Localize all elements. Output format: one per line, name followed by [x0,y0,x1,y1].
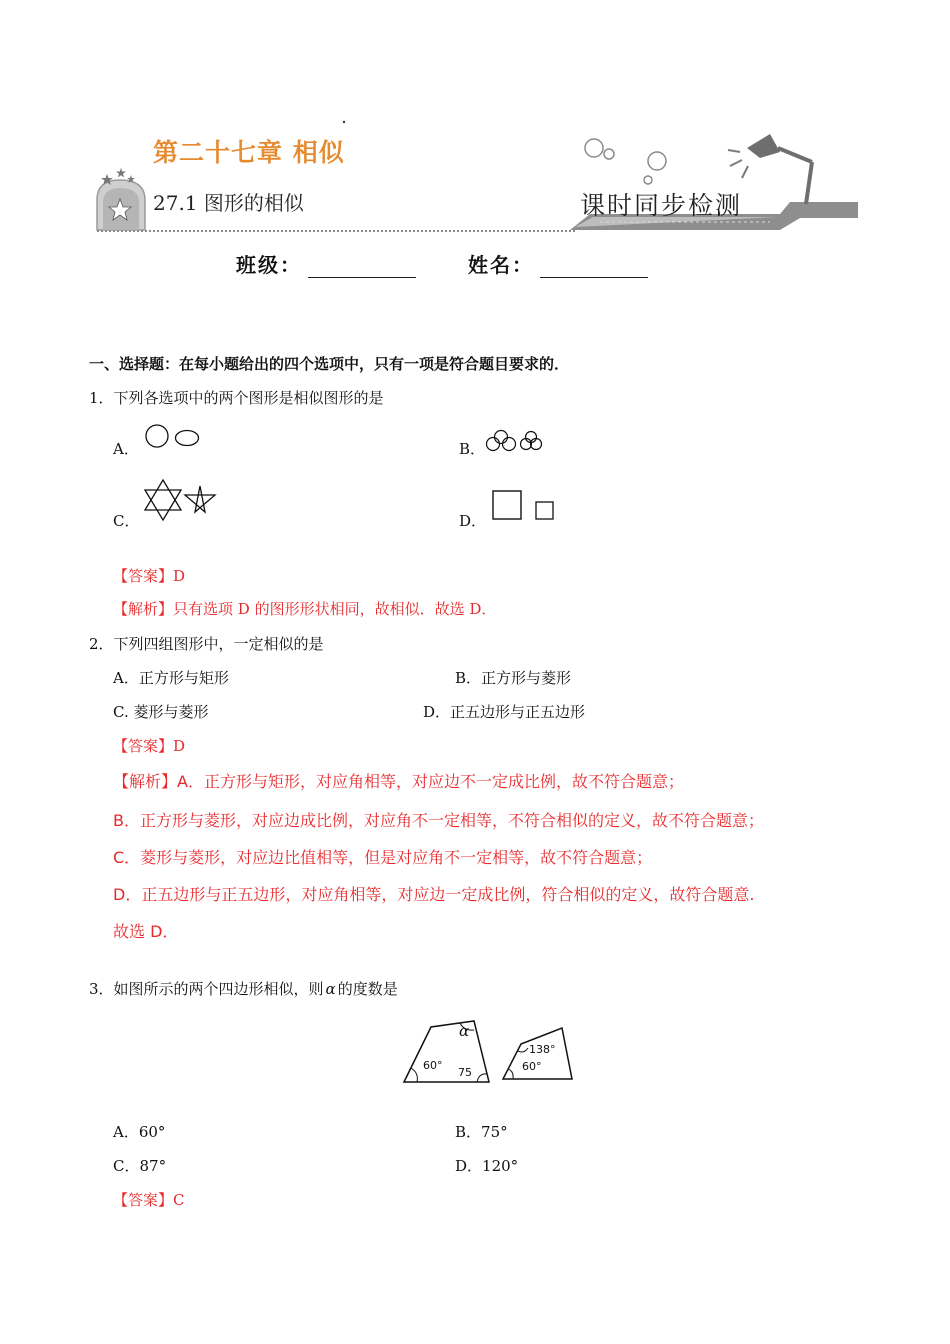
q2-option-d: D．正五边形与正五边形 [423,703,586,721]
q2-analysis-line: 【解析】A．正方形与矩形，对应角相等，对应边不一定成比例，故不符合题意； [113,772,684,791]
name-label: 姓名： [468,253,534,277]
q1-stem: 1．下列各选项中的两个图形是相似图形的是 [89,389,384,407]
q2-option-c: C. 菱形与菱形 [113,703,209,721]
q3-figure-label: 75 [458,1066,472,1079]
header-decoration [0,0,950,240]
q1-option-a-figure [143,422,203,452]
q3-option-a: A．60° [113,1123,166,1141]
q1-option-b-label: B． [459,440,486,458]
q1-option-b-figure [484,428,544,454]
q1-answer: 【答案】D [113,567,186,585]
q1-option-d-label: D． [459,512,487,530]
section-heading: 一、选择题：在每小题给出的四个选项中，只有一项是符合题目要求的． [89,355,570,373]
q1-option-a-label: A． [113,440,139,458]
name-blank[interactable] [540,257,648,278]
q3-figure-label: 60° [522,1060,542,1073]
q2-stem: 2．下列四组图形中，一定相似的是 [89,635,324,653]
class-blank[interactable] [308,257,416,278]
q1-analysis: 【解析】只有选项 D 的图形形状相同，故相似．故选 D． [113,600,497,618]
q2-option-b: B．正方形与菱形 [455,669,572,687]
q3-figure-label: 138° [529,1043,556,1056]
q3-stem-suffix: 的度数是 [337,980,398,998]
q3-option-d: D．120° [455,1157,519,1175]
q3-option-b: B．75° [455,1123,508,1141]
chapter-title: 第二十七章 相似 [153,138,345,167]
q3-answer: 【答案】C [113,1191,185,1209]
q3-stem [89,978,398,999]
q2-answer: 【答案】D [113,737,186,755]
q2-analysis-line: C．菱形与菱形，对应边比值相等，但是对应角不一定相等，故不符合题意； [113,848,653,867]
q3-figure-label: 60° [423,1059,443,1072]
q2-analysis-line: B．正方形与菱形，对应边成比例，对应角不一定相等，不符合相似的定义，故不符合题意； [113,811,764,830]
q2-analysis-line: 故选 D． [113,922,179,941]
q1-option-d-figure [491,489,561,525]
q3-figure-label-alpha: α [459,1022,470,1040]
class-field [236,249,416,278]
q3-option-c: C．87° [113,1157,167,1175]
banner-text: 课时同步检测 [580,191,743,220]
q2-option-a: A．正方形与矩形 [113,669,229,687]
name-field [468,249,648,278]
class-label: 班级： [236,253,302,277]
q3-stem-prefix: 3．如图所示的两个四边形相似，则 [89,980,324,998]
q3-alpha-symbol: α [325,980,336,998]
q2-analysis-line: D．正五边形与正五边形，对应角相等，对应边一定成比例，符合相似的定义，故符合题意. [113,885,755,904]
section-title: 27.1 图形的相似 [153,191,304,215]
q1-option-c-label: C． [113,512,140,530]
q1-option-c-figure [141,478,221,522]
